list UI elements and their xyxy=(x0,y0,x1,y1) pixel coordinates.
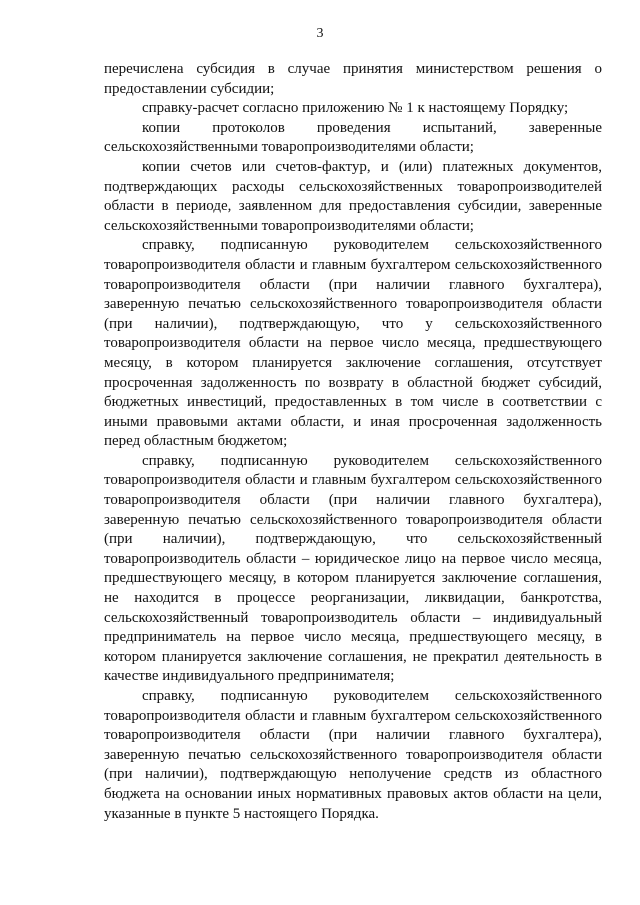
paragraph-subsidy-transfer: перечислена субсидия в случае принятия министерством решения о предоставлении субсидии; xyxy=(104,61,602,97)
paragraph-no-debt-certificate: справку, подписанную руководителем сельскохозяйственного товаропроизводителя области и главным бухгалтером сельскохозяйственного товаропроизводителя области (при наличии главного бухгалтера), заверенную печатью сельскохозяйственного товаропроизводителя области (при наличии), подтверждающую, что у сельскохозяйственного товаропроизводителя области на первое число месяца, предшествующего месяцу, в котором планируется заключение соглашения, отсутствует просроченная задолженность по возврату в областной бюджет субсидий, бюджетных инвестиций, предоставленных в том числе в соответствии с иными правовыми актами области, и иная просроченная задолженность перед областным бюджетом; xyxy=(104,237,602,450)
document-body xyxy=(104,60,602,824)
paragraph-test-protocols: копии протоколов проведения испытаний, заверенные сельскохозяйственными товаропроизводителями области; xyxy=(104,119,602,156)
paragraph-calculation-certificate: справку-расчет согласно приложению № 1 к настоящему Порядку; xyxy=(142,100,569,117)
paragraph-no-reorganization-certificate: справку, подписанную руководителем сельскохозяйственного товаропроизводителя области и главным бухгалтером сельскохозяйственного товаропроизводителя области (при наличии главного бухгалтера), заверенную печатью сельскохозяйственного товаропроизводителя области (при наличии), подтверждающую, что сельскохозяйственный товаропроизводитель области – юридическое лицо на первое число месяца, предшествующего месяцу, в котором планируется заключение соглашения, не находится в процессе реорганизации, ликвидации, банкротства, сельскохозяйственный товаропроизводитель области – индивидуальный предприниматель на первое число месяца, предшествующего месяцу, в котором планируется заключение соглашения, не прекратил деятельность в качестве индивидуального предпринимателя; xyxy=(104,452,602,685)
page-number: 3 xyxy=(316,26,324,41)
paragraph-no-other-funds-certificate: справку, подписанную руководителем сельскохозяйственного товаропроизводителя области и главным бухгалтером сельскохозяйственного товаропроизводителя области (при наличии главного бухгалтера), заверенную печатью сельскохозяйственного товаропроизводителя области (при наличии), подтверждающую неполучение средств из областного бюджета на основании иных нормативных правовых актов области на цели, указанные в пункте 5 настоящего Порядка. xyxy=(104,688,602,822)
paragraph-invoices: копии счетов или счетов-фактур, и (или) платежных документов, подтверждающих расходы сельскохозяйственных товаропроизводителей области в периоде, заявленном для предоставления субсидии, заверенные сельскохозяйственными товаропроизводителями области; xyxy=(104,158,602,234)
